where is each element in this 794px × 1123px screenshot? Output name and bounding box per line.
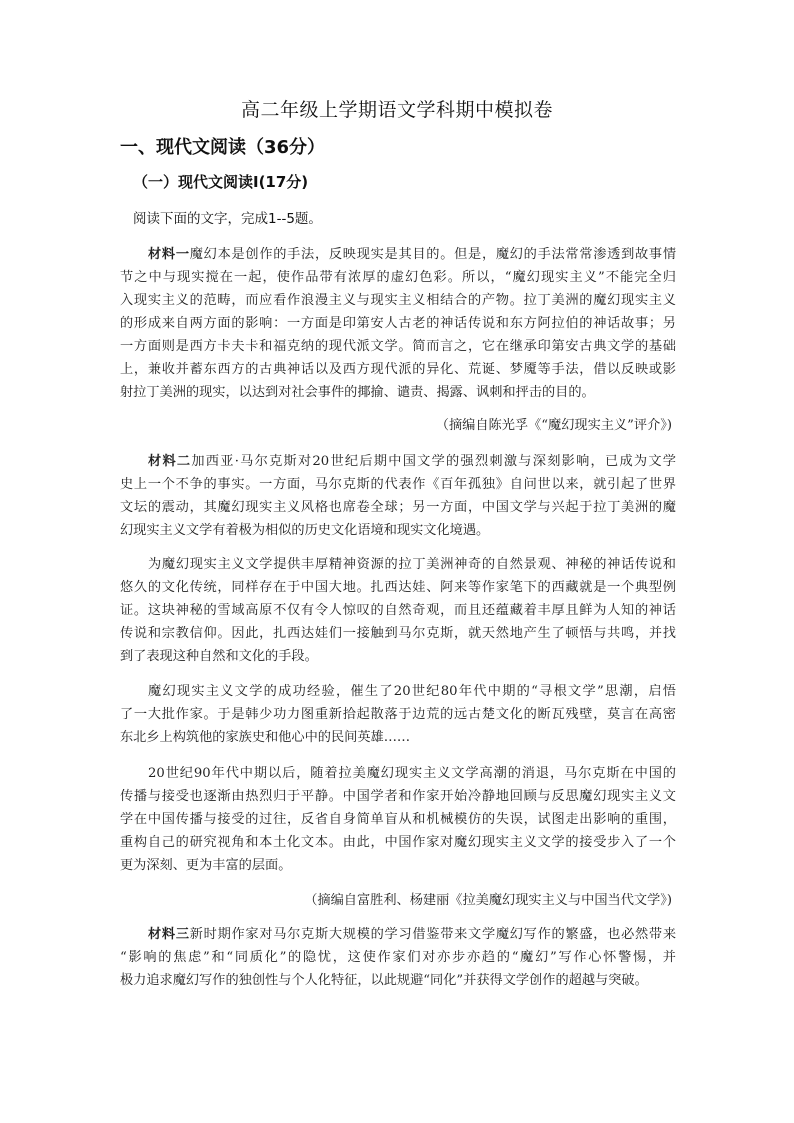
material-label: 材料一 — [148, 247, 190, 262]
text-line: 更为深刻、更为丰富的层面。 — [120, 858, 292, 873]
material-1-paragraph — [120, 243, 676, 404]
text-line: 文坛的震动，其魔幻现实主义风格也席卷全球；另一方面，中国文学与兴起于拉丁美洲的魔 — [120, 500, 676, 515]
material-2-paragraph — [120, 762, 676, 877]
material-2-paragraph — [120, 450, 676, 542]
text-line: 20世纪90年代中期以后，随着拉美魔幻现实主义文学高潮的消退，马尔克斯在中国的 — [148, 766, 676, 781]
source-citation: （摘编自陈光孚《“魔幻现实主义”评介》) — [435, 418, 672, 433]
text-line: 了一大批作家。于是韩少功力图重新拾起散落于边荒的远古楚文化的断瓦残壁，莫言在高密 — [120, 707, 676, 722]
text-line: 节之中与现实搅在一起，使作品带有浓厚的虚幻色彩。所以，“魔幻现实主义”不能完全归 — [120, 270, 676, 285]
material-2-paragraph — [120, 680, 676, 749]
text-line: 极力追求魔幻写作的独创性与个人化特征，以此规避“同化”并获得文学创作的超越与突破。 — [120, 973, 648, 988]
material-2-paragraph — [120, 553, 676, 668]
text-line: 到了表现这种自然和文化的手段。 — [120, 649, 318, 664]
source-citation: （摘编自富胜利、杨建丽《拉美魔幻现实主义与中国当代文学》) — [304, 893, 672, 908]
text-line: 学在中国传播与接受的过往，反省自身简单盲从和机械模仿的失误，试图走出影响的重围， — [120, 812, 676, 827]
text-line: 重构自己的研究视角和本土化文本。由此，中国作家对魔幻现实主义文学的接受步入了一个 — [120, 835, 676, 850]
text-line: 上，兼收并蓄东西方的古典神话以及西方现代派的异化、荒诞、梦魇等手法，借以反映或影 — [120, 362, 676, 377]
text-line: 射拉丁美洲的现实，以达到对社会事件的揶揄、谴责、揭露、讽刺和抨击的目的。 — [120, 385, 595, 400]
section-heading: 一、现代文阅读（36分） — [120, 137, 326, 158]
text-line: 传播与接受也逐渐由热烈归于平静。中国学者和作家开始冷静地回顾与反思魔幻现实主义文 — [120, 789, 676, 804]
text-line: 入现实主义的范畴，而应看作浪漫主义与现实主义相结合的产物。拉丁美洲的魔幻现实主义 — [120, 293, 676, 308]
subsection-heading: （一）现代文阅读Ⅰ(17分) — [133, 173, 309, 191]
text-line: 证。这块神秘的雪域高原不仅有令人惊叹的自然奇观，而且还蕴藏着丰厚且鲜为人知的神话 — [120, 603, 676, 618]
text-line: “影响的焦虑”和“同质化”的隐忧，这使作家们对亦步亦趋的“魔幻”写作心怀警惕，并 — [120, 950, 676, 965]
text-line: 的形成来自两方面的影响：一方面是印第安人古老的神话传说和东方阿拉伯的神话故事；另 — [120, 316, 676, 331]
text-line: 材料三新时期作家对马尔克斯大规模的学习借鉴带来文学魔幻写作的繁盛，也必然带来 — [148, 927, 676, 942]
text-line: 材料一魔幻本是创作的手法，反映现实是其目的。但是，魔幻的手法常常渗透到故事情 — [148, 247, 676, 262]
text-line: 为魔幻现实主义文学提供丰厚精神资源的拉丁美洲神奇的自然景观、神秘的神话传说和 — [148, 557, 676, 572]
material-label: 材料三 — [148, 927, 190, 942]
material-3-paragraph — [120, 923, 676, 992]
text-line: 幻现实主义文学有着极为相似的历史文化语境和现实文化境遇。 — [120, 523, 490, 538]
text-line: 史上一个不争的事实。一方面，马尔克斯的代表作《百年孤独》自问世以来，就引起了世界 — [120, 477, 676, 492]
text-line: 传说和宗教信仰。因此，扎西达娃们一接触到马尔克斯，就天然地产生了顿悟与共鸣，并找 — [120, 626, 676, 641]
text-line: 东北乡上构筑他的家族史和他心中的民间英雄…… — [120, 730, 411, 745]
text-line: 魔幻现实主义文学的成功经验，催生了20世纪80年代中期的“寻根文学”思潮，启悟 — [148, 684, 676, 699]
text-line: 一方面则是西方卡夫卡和福克纳的现代派文学。简而言之，它在继承印第安古典文学的基础 — [120, 339, 676, 354]
page-title: 高二年级上学期语文学科期中模拟卷 — [240, 99, 553, 121]
text-line: 材料二加西亚·马尔克斯对20世纪后期中国文学的强烈刺激与深刻影响，已成为文学 — [148, 454, 676, 469]
instruction-text: 阅读下面的文字，完成1--5题。 — [133, 211, 322, 227]
material-label: 材料二 — [148, 454, 192, 469]
text-line: 悠久的文化传统，同样存在于中国大地。扎西达娃、阿来等作家笔下的西藏就是一个典型例 — [120, 580, 676, 595]
